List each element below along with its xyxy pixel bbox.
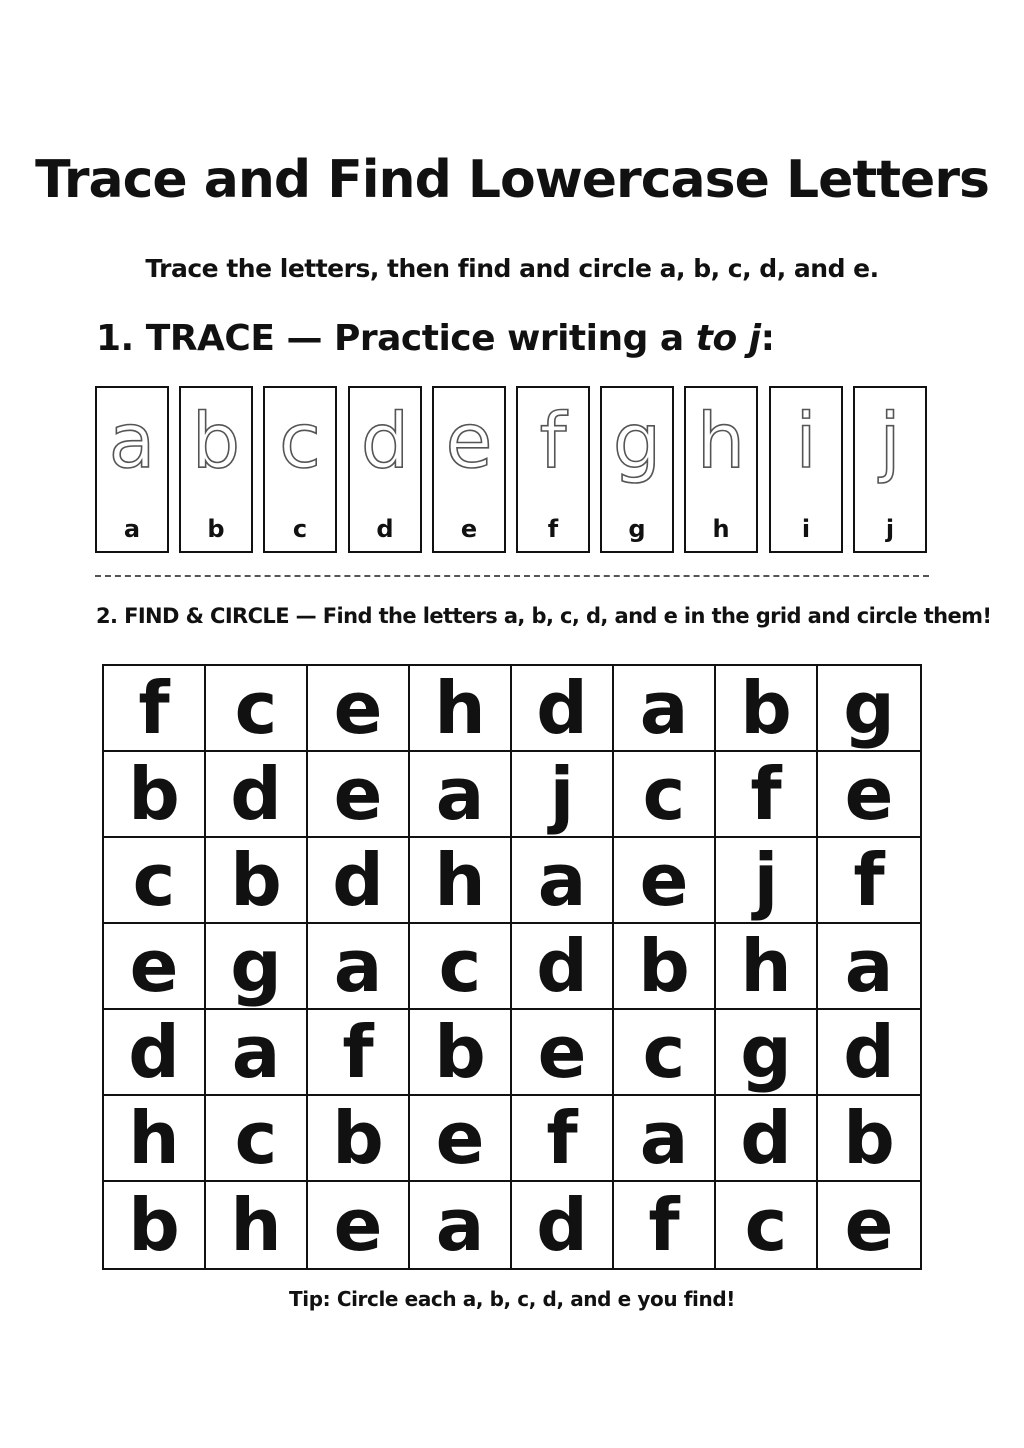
- grid-cell[interactable]: f: [308, 1010, 410, 1096]
- trace-card-label: c: [292, 515, 308, 543]
- grid-cell[interactable]: a: [410, 1182, 512, 1268]
- grid-cell[interactable]: f: [716, 752, 818, 838]
- grid-cell[interactable]: c: [206, 1096, 308, 1182]
- grid-cell[interactable]: c: [410, 924, 512, 1010]
- dotted-trace-letter[interactable]: a: [108, 396, 156, 485]
- trace-card-a[interactable]: [95, 386, 169, 553]
- trace-card-h[interactable]: [684, 386, 758, 553]
- grid-cell[interactable]: d: [512, 924, 614, 1010]
- trace-heading-italic: to j: [695, 318, 761, 359]
- grid-cell[interactable]: f: [818, 838, 920, 924]
- trace-card-label: b: [207, 515, 225, 543]
- grid-cell[interactable]: e: [308, 666, 410, 752]
- dotted-trace-letter[interactable]: i: [795, 396, 817, 485]
- grid-cell[interactable]: a: [818, 924, 920, 1010]
- trace-heading-suffix: :: [760, 318, 775, 359]
- worksheet-instructions: Trace the letters, then find and circle a, b, c, d, and e.: [145, 254, 879, 283]
- trace-card-f[interactable]: [516, 386, 590, 553]
- trace-card-label: h: [712, 515, 730, 543]
- grid-cell[interactable]: d: [104, 1010, 206, 1096]
- grid-cell[interactable]: j: [716, 838, 818, 924]
- grid-cell[interactable]: c: [614, 1010, 716, 1096]
- grid-cell[interactable]: c: [206, 666, 308, 752]
- letter-grid: [102, 664, 922, 1270]
- grid-cell[interactable]: d: [512, 1182, 614, 1268]
- trace-card-label: i: [801, 515, 811, 543]
- dotted-trace-letter[interactable]: d: [360, 396, 410, 485]
- grid-cell[interactable]: h: [716, 924, 818, 1010]
- trace-card-c[interactable]: [263, 386, 337, 553]
- grid-cell[interactable]: e: [818, 752, 920, 838]
- grid-cell[interactable]: a: [206, 1010, 308, 1096]
- dotted-trace-letter[interactable]: f: [539, 396, 567, 485]
- grid-cell[interactable]: b: [818, 1096, 920, 1182]
- grid-cell[interactable]: b: [410, 1010, 512, 1096]
- trace-card-label: f: [547, 515, 559, 543]
- grid-cell[interactable]: a: [410, 752, 512, 838]
- grid-cell[interactable]: e: [308, 1182, 410, 1268]
- grid-cell[interactable]: c: [614, 752, 716, 838]
- grid-cell[interactable]: b: [104, 1182, 206, 1268]
- grid-cell[interactable]: c: [716, 1182, 818, 1268]
- grid-cell[interactable]: a: [614, 666, 716, 752]
- grid-cell[interactable]: j: [512, 752, 614, 838]
- grid-cell[interactable]: b: [716, 666, 818, 752]
- grid-cell[interactable]: g: [716, 1010, 818, 1096]
- grid-cell[interactable]: e: [308, 752, 410, 838]
- grid-cell[interactable]: f: [614, 1182, 716, 1268]
- dotted-trace-letter[interactable]: c: [279, 396, 321, 485]
- grid-cell[interactable]: e: [512, 1010, 614, 1096]
- trace-card-b[interactable]: [179, 386, 253, 553]
- grid-cell[interactable]: d: [716, 1096, 818, 1182]
- grid-cell[interactable]: f: [512, 1096, 614, 1182]
- find-section-heading: 2. FIND & CIRCLE — Find the letters a, b, c, d, and e in the grid and circle them!: [96, 604, 992, 628]
- grid-cell[interactable]: d: [818, 1010, 920, 1096]
- grid-cell[interactable]: b: [308, 1096, 410, 1182]
- dotted-trace-letter[interactable]: g: [612, 396, 662, 485]
- grid-cell[interactable]: e: [614, 838, 716, 924]
- grid-cell[interactable]: d: [308, 838, 410, 924]
- dotted-trace-letter[interactable]: e: [445, 396, 493, 485]
- grid-cell[interactable]: b: [206, 838, 308, 924]
- worksheet-title: Trace and Find Lowercase Letters: [35, 150, 989, 210]
- grid-cell[interactable]: d: [206, 752, 308, 838]
- trace-cards-row: [95, 386, 929, 553]
- trace-section-heading: [96, 318, 774, 359]
- trace-card-label: e: [460, 515, 478, 543]
- grid-cell[interactable]: h: [206, 1182, 308, 1268]
- dotted-trace-letter[interactable]: j: [879, 396, 901, 485]
- trace-card-e[interactable]: [432, 386, 506, 553]
- grid-cell[interactable]: e: [104, 924, 206, 1010]
- grid-cell[interactable]: g: [818, 666, 920, 752]
- grid-cell[interactable]: h: [104, 1096, 206, 1182]
- grid-cell[interactable]: d: [512, 666, 614, 752]
- grid-cell[interactable]: b: [614, 924, 716, 1010]
- grid-cell[interactable]: f: [104, 666, 206, 752]
- grid-cell[interactable]: b: [104, 752, 206, 838]
- trace-card-d[interactable]: [348, 386, 422, 553]
- grid-cell[interactable]: c: [104, 838, 206, 924]
- trace-heading-prefix: 1. TRACE — Practice writing a: [96, 318, 696, 359]
- trace-card-g[interactable]: [600, 386, 674, 553]
- trace-card-label: a: [123, 515, 141, 543]
- trace-card-label: g: [628, 515, 646, 543]
- tip-text: Tip: Circle each a, b, c, d, and e you find!: [289, 1287, 735, 1311]
- grid-cell[interactable]: a: [512, 838, 614, 924]
- trace-card-label: j: [885, 515, 895, 543]
- grid-cell[interactable]: a: [614, 1096, 716, 1182]
- trace-card-label: d: [376, 515, 394, 543]
- dotted-trace-letter[interactable]: h: [696, 396, 746, 485]
- dotted-trace-letter[interactable]: b: [191, 396, 241, 485]
- trace-card-j[interactable]: [853, 386, 927, 553]
- grid-cell[interactable]: e: [844, 1183, 894, 1267]
- grid-cell[interactable]: h: [410, 666, 512, 752]
- grid-cell[interactable]: g: [206, 924, 308, 1010]
- grid-cell[interactable]: a: [308, 924, 410, 1010]
- trace-card-i[interactable]: [769, 386, 843, 553]
- section-divider: [95, 575, 929, 577]
- grid-cell[interactable]: h: [410, 838, 512, 924]
- grid-cell[interactable]: e: [410, 1096, 512, 1182]
